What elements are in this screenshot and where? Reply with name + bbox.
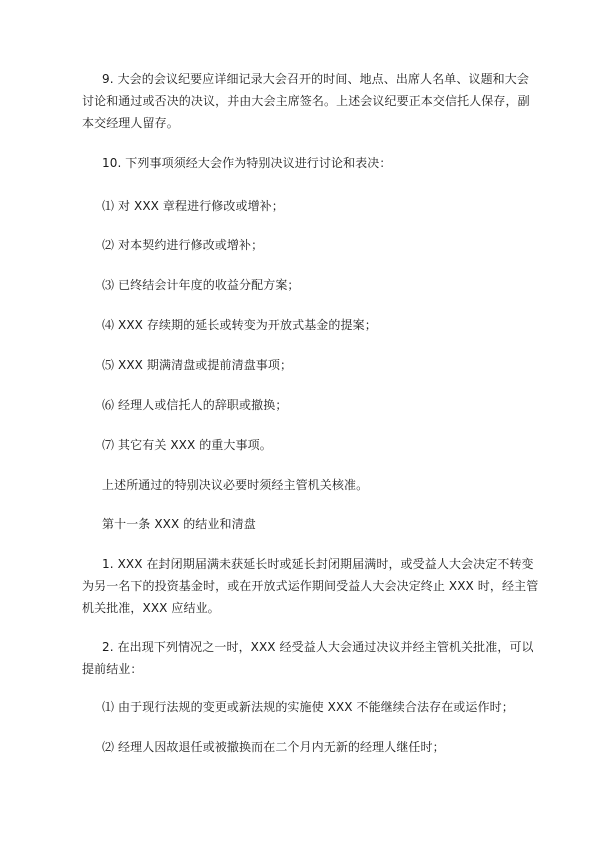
item-10-subitem-3: ⑶ 已终结会计年度的收益分配方案； [102, 278, 300, 292]
item-10-subitem-2: ⑵ 对本契约进行修改或增补； [102, 238, 264, 252]
article-11-item-1-line-3: 机关批准，XXX 应结业。 [82, 601, 220, 615]
article-11-item-2-subitem-2: ⑵ 经理人因故退任或被撤换而在二个月内无新的经理人继任时； [102, 740, 445, 754]
item-10-heading: 10. 下列事项须经大会作为特别决议进行讨论和表决： [102, 156, 392, 170]
approval-note: 上述所通过的特别决议必要时须经主管机关核准。 [102, 478, 369, 492]
item-9-line-2: 讨论和通过或否决的决议，并由大会主席签名。上述会议纪要正本交信托人保存，副 [82, 94, 530, 108]
item-10-subitem-5: ⑸ XXX 期满清盘或提前清盘事项； [102, 358, 293, 372]
item-10-subitem-1: ⑴ 对 XXX 章程进行修改或增补； [102, 199, 284, 213]
item-10-subitem-6: ⑹ 经理人或信托人的辞职或撤换； [102, 398, 288, 412]
article-11-item-2-line-2: 提前结业： [82, 662, 143, 676]
article-11-item-1-line-1: 1. XXX 在封闭期届满未获延长时或延长封闭期届满时，或受益人大会决定不转变 [102, 557, 534, 571]
item-10-subitem-4: ⑷ XXX 存续期的延长或转变为开放式基金的提案； [102, 318, 377, 332]
article-11-item-2-paragraph [82, 636, 534, 680]
article-11-item-2-subitem-1: ⑴ 由于现行法规的变更或新法规的实施使 XXX 不能继续合法存在或运作时； [102, 700, 514, 714]
article-11-item-1-line-2: 为另一名下的投资基金时，或在开放式运作期间受益人大会决定终止 XXX 时，经主管 [82, 579, 539, 593]
item-10-subitem-7: ⑺ 其它有关 XXX 的重大事项。 [102, 438, 272, 452]
article-11-item-2-line-1: 2. 在出现下列情况之一时，XXX 经受益人大会通过决议并经主管机关批准，可以 [102, 640, 534, 654]
item-9-paragraph [82, 68, 530, 134]
article-11-title: 第十一条 XXX 的结业和清盘 [102, 517, 256, 531]
item-9-line-1: 9. 大会的会议纪要应详细记录大会召开的时间、地点、出席人名单、议题和大会 [102, 72, 529, 86]
article-11-item-1-paragraph [82, 553, 539, 619]
item-9-line-3: 本交经理人留存。 [82, 116, 179, 130]
